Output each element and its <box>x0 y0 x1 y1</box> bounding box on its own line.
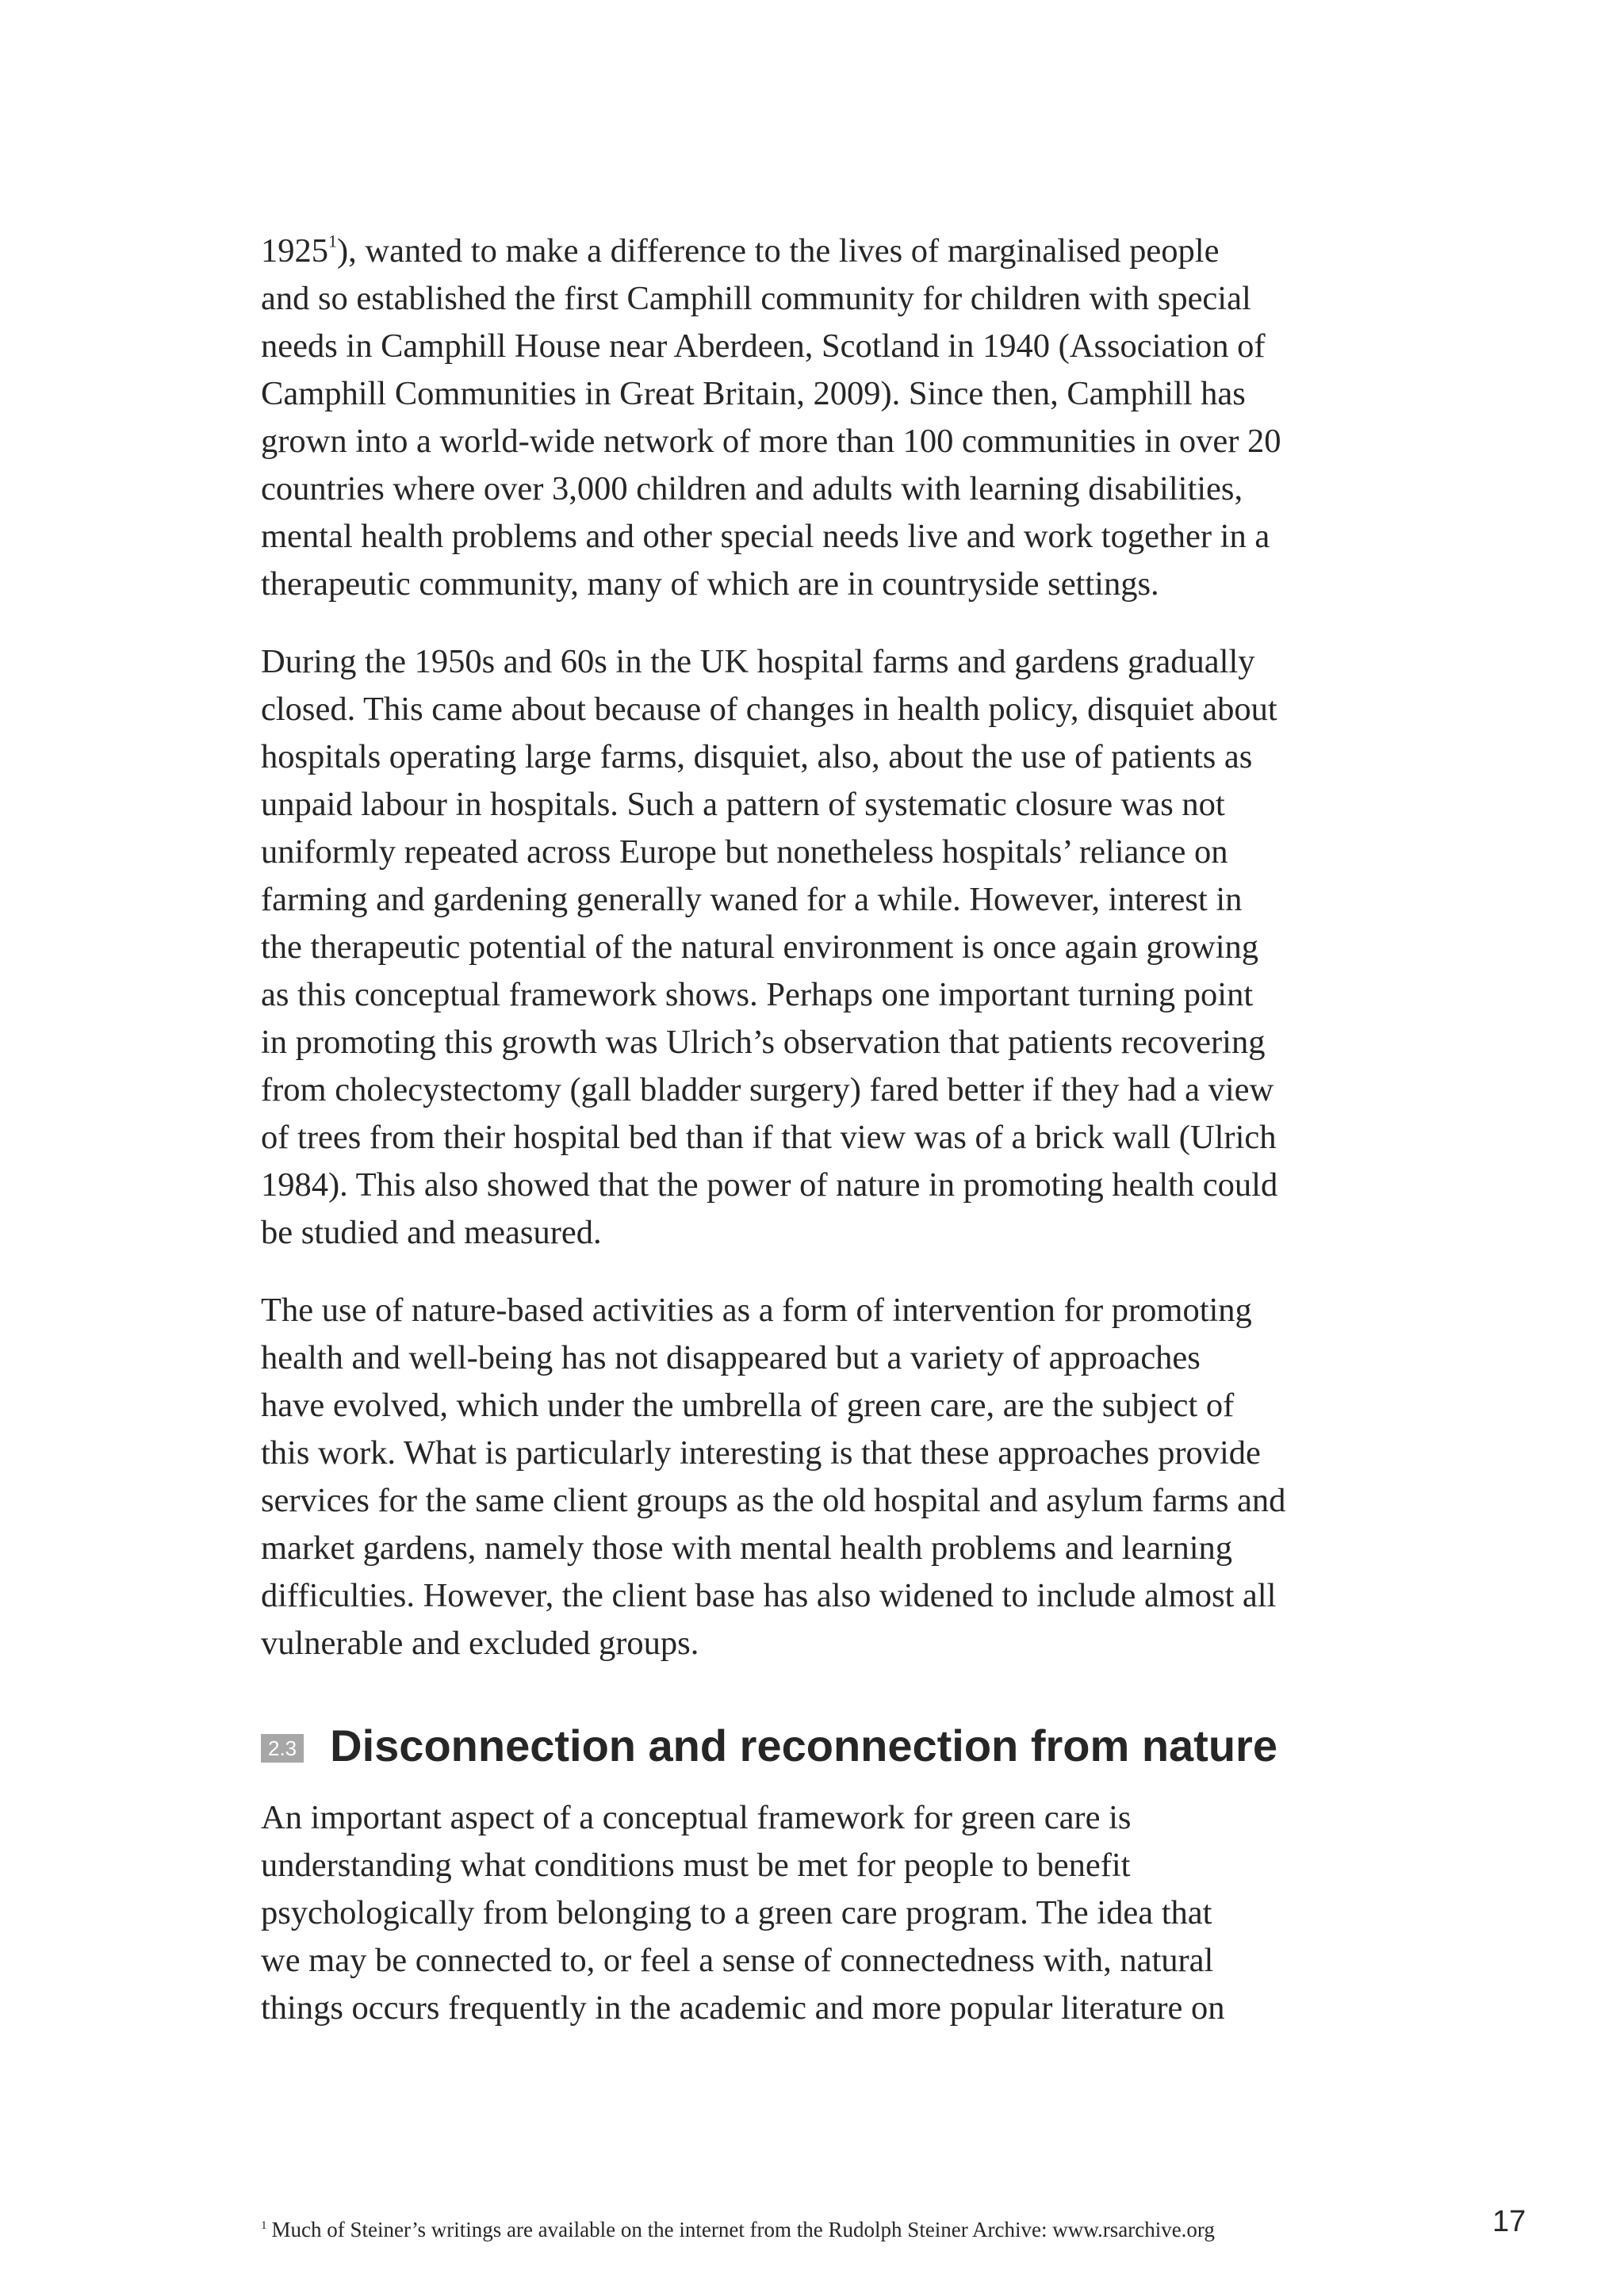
text-line: in promoting this growth was Ulrich’s observation that patients recovering <box>261 1024 1266 1061</box>
paragraph-nature-based-activities <box>261 1287 1407 1667</box>
text-line: hospitals operating large farms, disquiet, also, about the use of patients as <box>261 738 1253 775</box>
text-line: and so established the first Camphill community for children with special <box>261 280 1251 317</box>
section-title: Disconnection and reconnection from nature <box>330 1721 1277 1770</box>
paragraph-camphill <box>261 228 1407 608</box>
text-line: market gardens, namely those with mental health problems and learning <box>261 1529 1233 1567</box>
text-line: grown into a world-wide network of more than 100 communities in over 20 <box>261 423 1281 460</box>
footnote-marker: 1 <box>261 2218 267 2232</box>
text-line: as this conceptual framework shows. Perhaps one important turning point <box>261 976 1254 1013</box>
footnote <box>261 2216 1215 2243</box>
text-line: closed. This came about because of changes in health policy, disquiet about <box>261 691 1277 728</box>
text-line: mental health problems and other special needs live and work together in a <box>261 518 1270 555</box>
footnote-text: Much of Steiner’s writings are available on the internet from the Rudolph Steiner Archive: www.rsarchive.org <box>271 2218 1215 2241</box>
text-line: we may be connected to, or feel a sense of connectedness with, natural <box>261 1942 1214 1979</box>
text-line: understanding what conditions must be met for people to benefit <box>261 1847 1131 1884</box>
text-line <box>261 228 1407 275</box>
text-line: During the 1950s and 60s in the UK hospital farms and gardens gradually <box>261 643 1255 680</box>
text-line: countries where over 3,000 children and adults with learning disabilities, <box>261 470 1243 507</box>
text-line: Camphill Communities in Great Britain, 2009). Since then, Camphill has <box>261 375 1246 412</box>
text-line: 1984). This also showed that the power of nature in promoting health could <box>261 1166 1278 1204</box>
paragraph-conceptual-framework <box>261 1794 1407 2032</box>
text-fragment: 1925 <box>261 232 328 270</box>
text-line: farming and gardening generally waned for a while. However, interest in <box>261 881 1243 918</box>
text-line: uniformly repeated across Europe but nonetheless hospitals’ reliance on <box>261 833 1228 871</box>
section-number-badge: 2.3 <box>261 1734 304 1763</box>
text-line: needs in Camphill House near Aberdeen, Scotland in 1940 (Association of <box>261 327 1266 365</box>
text-line: therapeutic community, many of which are in countryside settings. <box>261 565 1159 603</box>
text-line: An important aspect of a conceptual framework for green care is <box>261 1799 1132 1836</box>
text-line: psychologically from belonging to a green care program. The idea that <box>261 1894 1212 1931</box>
text-line: be studied and measured. <box>261 1214 602 1251</box>
main-text-column <box>261 228 1407 2062</box>
text-line: difficulties. However, the client base has also widened to include almost all <box>261 1577 1277 1614</box>
footnote-reference[interactable]: 1 <box>328 231 337 251</box>
text-line: vulnerable and excluded groups. <box>261 1625 699 1662</box>
text-line: health and well-being has not disappeared but a variety of approaches <box>261 1339 1201 1376</box>
page-number: 17 <box>1492 2205 1526 2238</box>
text-line: from cholecystectomy (gall bladder surgery) fared better if they had a view <box>261 1071 1274 1108</box>
text-line: have evolved, which under the umbrella of green care, are the subject of <box>261 1387 1235 1424</box>
text-line: The use of nature-based activities as a form of intervention for promoting <box>261 1292 1252 1329</box>
text-line: of trees from their hospital bed than if that view was of a brick wall (Ulrich <box>261 1119 1277 1156</box>
paragraph-hospital-farms <box>261 638 1407 1257</box>
text-line: this work. What is particularly interesting is that these approaches provide <box>261 1434 1261 1472</box>
text-line: services for the same client groups as the old hospital and asylum farms and <box>261 1482 1286 1519</box>
section-heading <box>261 1721 1407 1771</box>
text-line: unpaid labour in hospitals. Such a pattern of systematic closure was not <box>261 786 1225 823</box>
text-fragment: ), wanted to make a difference to the lives of marginalised people <box>337 232 1220 270</box>
text-line: the therapeutic potential of the natural environment is once again growing <box>261 928 1259 966</box>
text-line: things occurs frequently in the academic and more popular literature on <box>261 1989 1225 2027</box>
